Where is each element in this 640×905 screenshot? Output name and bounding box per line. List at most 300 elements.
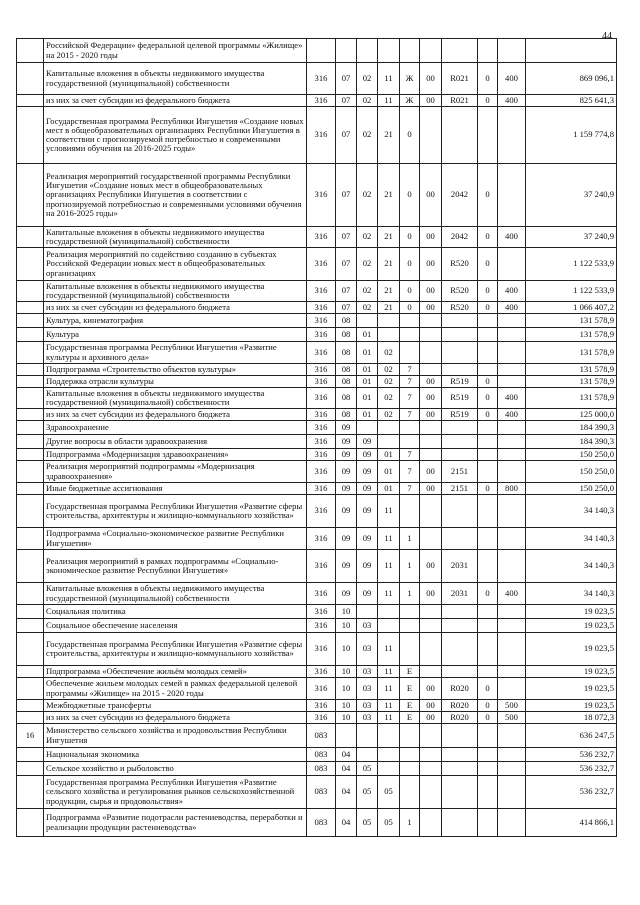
direction-code-cell bbox=[442, 762, 478, 776]
section-code-cell: 09 bbox=[336, 435, 357, 449]
admin-code-cell: 083 bbox=[307, 809, 336, 837]
row-number-cell bbox=[17, 678, 44, 700]
row-number-cell bbox=[17, 712, 44, 724]
expense-type-code-cell bbox=[498, 39, 526, 63]
event-code-cell bbox=[420, 435, 442, 449]
target-code-cell: 0 bbox=[478, 281, 498, 302]
subprogram-code-cell bbox=[400, 495, 420, 528]
admin-code-cell: 316 bbox=[307, 678, 336, 700]
item-name-cell: Подпрограмма «Строительство объектов культуры» bbox=[44, 364, 307, 376]
event-code-cell bbox=[420, 342, 442, 364]
section-code-cell: 04 bbox=[336, 776, 357, 809]
item-name-cell: Другие вопросы в области здравоохранения bbox=[44, 435, 307, 449]
target-code-cell bbox=[478, 328, 498, 342]
section-code-cell: 07 bbox=[336, 281, 357, 302]
table-row bbox=[17, 248, 617, 281]
subprogram-code-cell: 1 bbox=[400, 583, 420, 605]
row-number-cell bbox=[17, 449, 44, 461]
target-code-cell bbox=[478, 495, 498, 528]
item-name-cell: Реализация мероприятий государственной программы Республики Ингушетия «Создание новых мест в общеобразовательных организациях Республики Ингушетия в соответствии с прогнозируемой потребностью и современными условиями обучения на 2016-2025 годы» bbox=[44, 164, 307, 227]
row-number-cell bbox=[17, 314, 44, 328]
table-row bbox=[17, 809, 617, 837]
table-row bbox=[17, 376, 617, 388]
target-code-cell bbox=[478, 461, 498, 483]
item-name-cell: Министерство сельского хозяйства и продовольствия Республики Ингушетия bbox=[44, 724, 307, 748]
subsection-code-cell: 02 bbox=[357, 164, 378, 227]
subsection-code-cell: 01 bbox=[357, 364, 378, 376]
expense-type-code-cell bbox=[498, 678, 526, 700]
program-code-cell: 11 bbox=[378, 678, 400, 700]
direction-code-cell bbox=[442, 776, 478, 809]
amount-cell: 34 140,3 bbox=[526, 550, 617, 583]
row-number-cell bbox=[17, 63, 44, 95]
item-name-cell: Культура bbox=[44, 328, 307, 342]
subprogram-code-cell bbox=[400, 314, 420, 328]
item-name-cell: из них за счет субсидии из федерального бюджета bbox=[44, 409, 307, 421]
target-code-cell bbox=[478, 107, 498, 164]
program-code-cell: 11 bbox=[378, 550, 400, 583]
item-name-cell: Социальное обеспечение населения bbox=[44, 619, 307, 633]
direction-code-cell: 2151 bbox=[442, 483, 478, 495]
subsection-code-cell: 09 bbox=[357, 528, 378, 550]
row-number-cell bbox=[17, 528, 44, 550]
program-code-cell: 02 bbox=[378, 388, 400, 409]
amount-cell: 184 390,3 bbox=[526, 421, 617, 435]
program-code-cell: 02 bbox=[378, 364, 400, 376]
program-code-cell: 05 bbox=[378, 809, 400, 837]
section-code-cell: 09 bbox=[336, 421, 357, 435]
event-code-cell: 00 bbox=[420, 483, 442, 495]
amount-cell: 37 240,9 bbox=[526, 164, 617, 227]
table-row bbox=[17, 421, 617, 435]
subsection-code-cell: 09 bbox=[357, 483, 378, 495]
row-number-cell bbox=[17, 435, 44, 449]
target-code-cell bbox=[478, 724, 498, 748]
admin-code-cell: 316 bbox=[307, 700, 336, 712]
direction-code-cell bbox=[442, 633, 478, 666]
admin-code-cell: 316 bbox=[307, 95, 336, 107]
program-code-cell bbox=[378, 605, 400, 619]
admin-code-cell: 316 bbox=[307, 376, 336, 388]
subprogram-code-cell bbox=[400, 619, 420, 633]
admin-code-cell: 316 bbox=[307, 421, 336, 435]
section-code-cell: 08 bbox=[336, 314, 357, 328]
event-code-cell bbox=[420, 724, 442, 748]
expense-type-code-cell: 400 bbox=[498, 388, 526, 409]
table-row bbox=[17, 619, 617, 633]
amount-cell: 19 023,5 bbox=[526, 605, 617, 619]
admin-code-cell: 316 bbox=[307, 666, 336, 678]
event-code-cell bbox=[420, 748, 442, 762]
admin-code-cell: 316 bbox=[307, 449, 336, 461]
subsection-code-cell: 09 bbox=[357, 461, 378, 483]
expense-type-code-cell bbox=[498, 633, 526, 666]
amount-cell: 131 578,9 bbox=[526, 328, 617, 342]
subsection-code-cell: 05 bbox=[357, 776, 378, 809]
section-code-cell: 04 bbox=[336, 748, 357, 762]
table-row bbox=[17, 95, 617, 107]
table-row bbox=[17, 314, 617, 328]
target-code-cell: 0 bbox=[478, 388, 498, 409]
expense-type-code-cell bbox=[498, 248, 526, 281]
direction-code-cell bbox=[442, 39, 478, 63]
expense-type-code-cell bbox=[498, 107, 526, 164]
expense-type-code-cell: 400 bbox=[498, 95, 526, 107]
item-name-cell: Иные бюджетные ассигнования bbox=[44, 483, 307, 495]
item-name-cell: Подпрограмма «Развитие подотрасли растениеводства, переработки и реализации продукции растениеводства» bbox=[44, 809, 307, 837]
program-code-cell: 11 bbox=[378, 633, 400, 666]
direction-code-cell bbox=[442, 605, 478, 619]
row-number-cell bbox=[17, 388, 44, 409]
item-name-cell: Культура, кинематография bbox=[44, 314, 307, 328]
program-code-cell: 21 bbox=[378, 281, 400, 302]
row-number-cell bbox=[17, 461, 44, 483]
item-name-cell: Капитальные вложения в объекты недвижимого имущества государственной (муниципальной) собственности bbox=[44, 281, 307, 302]
table-row bbox=[17, 528, 617, 550]
subsection-code-cell: 03 bbox=[357, 619, 378, 633]
target-code-cell bbox=[478, 666, 498, 678]
direction-code-cell bbox=[442, 809, 478, 837]
admin-code-cell: 316 bbox=[307, 107, 336, 164]
event-code-cell: 00 bbox=[420, 388, 442, 409]
target-code-cell: 0 bbox=[478, 678, 498, 700]
target-code-cell bbox=[478, 776, 498, 809]
section-code-cell bbox=[336, 39, 357, 63]
admin-code-cell: 316 bbox=[307, 550, 336, 583]
amount-cell: 636 247,5 bbox=[526, 724, 617, 748]
subprogram-code-cell bbox=[400, 328, 420, 342]
subsection-code-cell: 02 bbox=[357, 227, 378, 248]
target-code-cell bbox=[478, 619, 498, 633]
expense-type-code-cell bbox=[498, 724, 526, 748]
amount-cell: 131 578,9 bbox=[526, 314, 617, 328]
program-code-cell bbox=[378, 314, 400, 328]
target-code-cell bbox=[478, 421, 498, 435]
row-number-cell bbox=[17, 700, 44, 712]
direction-code-cell: R520 bbox=[442, 281, 478, 302]
subprogram-code-cell: Ж bbox=[400, 95, 420, 107]
table-row bbox=[17, 495, 617, 528]
direction-code-cell: R021 bbox=[442, 63, 478, 95]
event-code-cell: 00 bbox=[420, 409, 442, 421]
event-code-cell bbox=[420, 776, 442, 809]
row-number-cell bbox=[17, 302, 44, 314]
row-number-cell bbox=[17, 328, 44, 342]
table-row bbox=[17, 449, 617, 461]
budget-table bbox=[16, 38, 617, 837]
expense-type-code-cell bbox=[498, 376, 526, 388]
subprogram-code-cell: 7 bbox=[400, 388, 420, 409]
subprogram-code-cell: 7 bbox=[400, 461, 420, 483]
event-code-cell: 00 bbox=[420, 281, 442, 302]
direction-code-cell: 2042 bbox=[442, 227, 478, 248]
target-code-cell bbox=[478, 605, 498, 619]
program-code-cell: 01 bbox=[378, 461, 400, 483]
item-name-cell: Реализация мероприятий по содействию созданию в субъектах Российской Федерации новых мест в общеобразовательных организациях bbox=[44, 248, 307, 281]
direction-code-cell: R021 bbox=[442, 95, 478, 107]
subprogram-code-cell bbox=[400, 633, 420, 666]
target-code-cell: 0 bbox=[478, 95, 498, 107]
direction-code-cell bbox=[442, 314, 478, 328]
item-name-cell: Капитальные вложения в объекты недвижимого имущества государственной (муниципальной) собственности bbox=[44, 388, 307, 409]
subprogram-code-cell: 7 bbox=[400, 364, 420, 376]
admin-code-cell: 316 bbox=[307, 342, 336, 364]
program-code-cell: 21 bbox=[378, 302, 400, 314]
amount-cell: 1 066 407,2 bbox=[526, 302, 617, 314]
section-code-cell: 09 bbox=[336, 495, 357, 528]
item-name-cell: Государственная программа Республики Ингушетия «Развитие сельского хозяйства и регулирования рынков сельскохозяйственной продукции, сырья и продовольствия» bbox=[44, 776, 307, 809]
direction-code-cell: R020 bbox=[442, 700, 478, 712]
event-code-cell bbox=[420, 528, 442, 550]
expense-type-code-cell bbox=[498, 495, 526, 528]
table-row bbox=[17, 388, 617, 409]
subsection-code-cell bbox=[357, 314, 378, 328]
direction-code-cell: R520 bbox=[442, 248, 478, 281]
expense-type-code-cell bbox=[498, 342, 526, 364]
table-row bbox=[17, 776, 617, 809]
admin-code-cell: 316 bbox=[307, 483, 336, 495]
amount-cell: 19 023,5 bbox=[526, 678, 617, 700]
event-code-cell: 00 bbox=[420, 712, 442, 724]
section-code-cell: 07 bbox=[336, 302, 357, 314]
admin-code-cell: 316 bbox=[307, 281, 336, 302]
amount-cell: 536 232,7 bbox=[526, 748, 617, 762]
program-code-cell: 11 bbox=[378, 712, 400, 724]
subprogram-code-cell: 7 bbox=[400, 483, 420, 495]
target-code-cell: 0 bbox=[478, 227, 498, 248]
row-number-cell bbox=[17, 550, 44, 583]
direction-code-cell: 2031 bbox=[442, 583, 478, 605]
row-number-cell bbox=[17, 605, 44, 619]
row-number-cell bbox=[17, 809, 44, 837]
subsection-code-cell bbox=[357, 748, 378, 762]
event-code-cell bbox=[420, 809, 442, 837]
row-number-cell bbox=[17, 483, 44, 495]
subsection-code-cell: 09 bbox=[357, 435, 378, 449]
direction-code-cell bbox=[442, 449, 478, 461]
program-code-cell bbox=[378, 724, 400, 748]
table-row bbox=[17, 107, 617, 164]
direction-code-cell bbox=[442, 724, 478, 748]
admin-code-cell: 316 bbox=[307, 328, 336, 342]
row-number-cell bbox=[17, 409, 44, 421]
subprogram-code-cell: 7 bbox=[400, 409, 420, 421]
section-code-cell: 04 bbox=[336, 809, 357, 837]
subprogram-code-cell: 0 bbox=[400, 281, 420, 302]
expense-type-code-cell bbox=[498, 435, 526, 449]
program-code-cell bbox=[378, 748, 400, 762]
subprogram-code-cell: 1 bbox=[400, 550, 420, 583]
section-code-cell: 09 bbox=[336, 461, 357, 483]
admin-code-cell: 316 bbox=[307, 388, 336, 409]
table-row bbox=[17, 678, 617, 700]
table-row bbox=[17, 550, 617, 583]
subprogram-code-cell: 0 bbox=[400, 164, 420, 227]
expense-type-code-cell: 400 bbox=[498, 409, 526, 421]
section-code-cell: 08 bbox=[336, 409, 357, 421]
table-row bbox=[17, 724, 617, 748]
amount-cell: 19 023,5 bbox=[526, 700, 617, 712]
program-code-cell: 11 bbox=[378, 528, 400, 550]
event-code-cell bbox=[420, 449, 442, 461]
subprogram-code-cell: Ж bbox=[400, 63, 420, 95]
section-code-cell: 10 bbox=[336, 605, 357, 619]
item-name-cell: Капитальные вложения в объекты недвижимого имущества государственной (муниципальной) собственности bbox=[44, 583, 307, 605]
event-code-cell: 00 bbox=[420, 583, 442, 605]
subprogram-code-cell: Е bbox=[400, 700, 420, 712]
event-code-cell: 00 bbox=[420, 461, 442, 483]
row-number-cell bbox=[17, 342, 44, 364]
amount-cell: 34 140,3 bbox=[526, 528, 617, 550]
direction-code-cell bbox=[442, 748, 478, 762]
target-code-cell: 0 bbox=[478, 164, 498, 227]
amount-cell: 34 140,3 bbox=[526, 583, 617, 605]
target-code-cell: 0 bbox=[478, 712, 498, 724]
item-name-cell: Государственная программа Республики Ингушетия «Создание новых мест в общеобразовательных организациях Республики Ингушетия в соответствии с прогнозируемой потребностью и современными условиями обучения на 2016-2025 годы» bbox=[44, 107, 307, 164]
subprogram-code-cell: Е bbox=[400, 666, 420, 678]
item-name-cell: Российской Федерации» федеральной целевой программы «Жилище» на 2015 - 2020 годы bbox=[44, 39, 307, 63]
section-code-cell: 08 bbox=[336, 364, 357, 376]
section-code-cell: 09 bbox=[336, 449, 357, 461]
admin-code-cell: 083 bbox=[307, 724, 336, 748]
direction-code-cell bbox=[442, 435, 478, 449]
subprogram-code-cell: 7 bbox=[400, 376, 420, 388]
amount-cell: 131 578,9 bbox=[526, 342, 617, 364]
direction-code-cell bbox=[442, 495, 478, 528]
expense-type-code-cell bbox=[498, 461, 526, 483]
section-code-cell: 07 bbox=[336, 107, 357, 164]
row-number-cell bbox=[17, 107, 44, 164]
subsection-code-cell: 02 bbox=[357, 95, 378, 107]
table-row bbox=[17, 666, 617, 678]
section-code-cell: 07 bbox=[336, 95, 357, 107]
item-name-cell: Капитальные вложения в объекты недвижимого имущества государственной (муниципальной) собственности bbox=[44, 227, 307, 248]
amount-cell: 825 641,3 bbox=[526, 95, 617, 107]
amount-cell: 131 578,9 bbox=[526, 376, 617, 388]
page-number: 44 bbox=[602, 31, 612, 42]
table-row bbox=[17, 633, 617, 666]
subprogram-code-cell: 1 bbox=[400, 809, 420, 837]
target-code-cell bbox=[478, 342, 498, 364]
row-number-cell bbox=[17, 776, 44, 809]
subsection-code-cell: 03 bbox=[357, 678, 378, 700]
admin-code-cell: 316 bbox=[307, 528, 336, 550]
subprogram-code-cell bbox=[400, 435, 420, 449]
event-code-cell bbox=[420, 107, 442, 164]
program-code-cell: 02 bbox=[378, 342, 400, 364]
program-code-cell: 21 bbox=[378, 248, 400, 281]
subprogram-code-cell bbox=[400, 605, 420, 619]
amount-cell: 150 250,0 bbox=[526, 461, 617, 483]
table-row bbox=[17, 328, 617, 342]
target-code-cell: 0 bbox=[478, 700, 498, 712]
program-code-cell: 02 bbox=[378, 376, 400, 388]
direction-code-cell bbox=[442, 528, 478, 550]
admin-code-cell: 083 bbox=[307, 748, 336, 762]
section-code-cell: 07 bbox=[336, 227, 357, 248]
expense-type-code-cell bbox=[498, 619, 526, 633]
section-code-cell: 08 bbox=[336, 342, 357, 364]
subsection-code-cell: 03 bbox=[357, 666, 378, 678]
program-code-cell: 21 bbox=[378, 107, 400, 164]
target-code-cell bbox=[478, 748, 498, 762]
event-code-cell: 00 bbox=[420, 248, 442, 281]
program-code-cell: 11 bbox=[378, 495, 400, 528]
admin-code-cell: 316 bbox=[307, 633, 336, 666]
admin-code-cell: 316 bbox=[307, 495, 336, 528]
row-number-cell bbox=[17, 583, 44, 605]
target-code-cell: 0 bbox=[478, 483, 498, 495]
program-code-cell: 11 bbox=[378, 63, 400, 95]
event-code-cell: 00 bbox=[420, 164, 442, 227]
expense-type-code-cell: 400 bbox=[498, 583, 526, 605]
amount-cell: 19 023,5 bbox=[526, 633, 617, 666]
table-row bbox=[17, 164, 617, 227]
section-code-cell: 04 bbox=[336, 762, 357, 776]
item-name-cell: Межбюджетные трансферты bbox=[44, 700, 307, 712]
subprogram-code-cell bbox=[400, 724, 420, 748]
target-code-cell: 0 bbox=[478, 376, 498, 388]
row-number-cell bbox=[17, 39, 44, 63]
direction-code-cell: R020 bbox=[442, 678, 478, 700]
subprogram-code-cell: 1 bbox=[400, 528, 420, 550]
item-name-cell: Подпрограмма «Обеспечение жильём молодых семей» bbox=[44, 666, 307, 678]
direction-code-cell bbox=[442, 328, 478, 342]
program-code-cell bbox=[378, 421, 400, 435]
subprogram-code-cell: 0 bbox=[400, 248, 420, 281]
expense-type-code-cell: 400 bbox=[498, 63, 526, 95]
table-row bbox=[17, 302, 617, 314]
program-code-cell: 05 bbox=[378, 776, 400, 809]
expense-type-code-cell bbox=[498, 605, 526, 619]
subprogram-code-cell bbox=[400, 776, 420, 809]
expense-type-code-cell: 800 bbox=[498, 483, 526, 495]
event-code-cell bbox=[420, 666, 442, 678]
item-name-cell: Поддержка отрасли культуры bbox=[44, 376, 307, 388]
row-number-cell bbox=[17, 748, 44, 762]
event-code-cell bbox=[420, 619, 442, 633]
table-row bbox=[17, 583, 617, 605]
amount-cell: 150 250,0 bbox=[526, 483, 617, 495]
section-code-cell: 09 bbox=[336, 583, 357, 605]
subprogram-code-cell: Е bbox=[400, 712, 420, 724]
subsection-code-cell: 01 bbox=[357, 409, 378, 421]
amount-cell: 869 096,1 bbox=[526, 63, 617, 95]
event-code-cell: 00 bbox=[420, 376, 442, 388]
subsection-code-cell bbox=[357, 39, 378, 63]
table-row bbox=[17, 227, 617, 248]
event-code-cell: 00 bbox=[420, 63, 442, 95]
admin-code-cell: 316 bbox=[307, 302, 336, 314]
direction-code-cell: R519 bbox=[442, 409, 478, 421]
section-code-cell: 07 bbox=[336, 164, 357, 227]
amount-cell: 18 072,3 bbox=[526, 712, 617, 724]
amount-cell: 131 578,9 bbox=[526, 388, 617, 409]
row-number-cell bbox=[17, 95, 44, 107]
item-name-cell: Национальная экономика bbox=[44, 748, 307, 762]
section-code-cell: 09 bbox=[336, 483, 357, 495]
admin-code-cell: 316 bbox=[307, 63, 336, 95]
item-name-cell: Обеспечение жильем молодых семей в рамках федеральной целевой программы «Жилище» на 2015 - 2020 годы bbox=[44, 678, 307, 700]
admin-code-cell: 083 bbox=[307, 762, 336, 776]
subprogram-code-cell: Е bbox=[400, 678, 420, 700]
table-row bbox=[17, 63, 617, 95]
admin-code-cell: 316 bbox=[307, 583, 336, 605]
program-code-cell: 11 bbox=[378, 666, 400, 678]
admin-code-cell bbox=[307, 39, 336, 63]
subsection-code-cell: 01 bbox=[357, 342, 378, 364]
program-code-cell: 01 bbox=[378, 483, 400, 495]
